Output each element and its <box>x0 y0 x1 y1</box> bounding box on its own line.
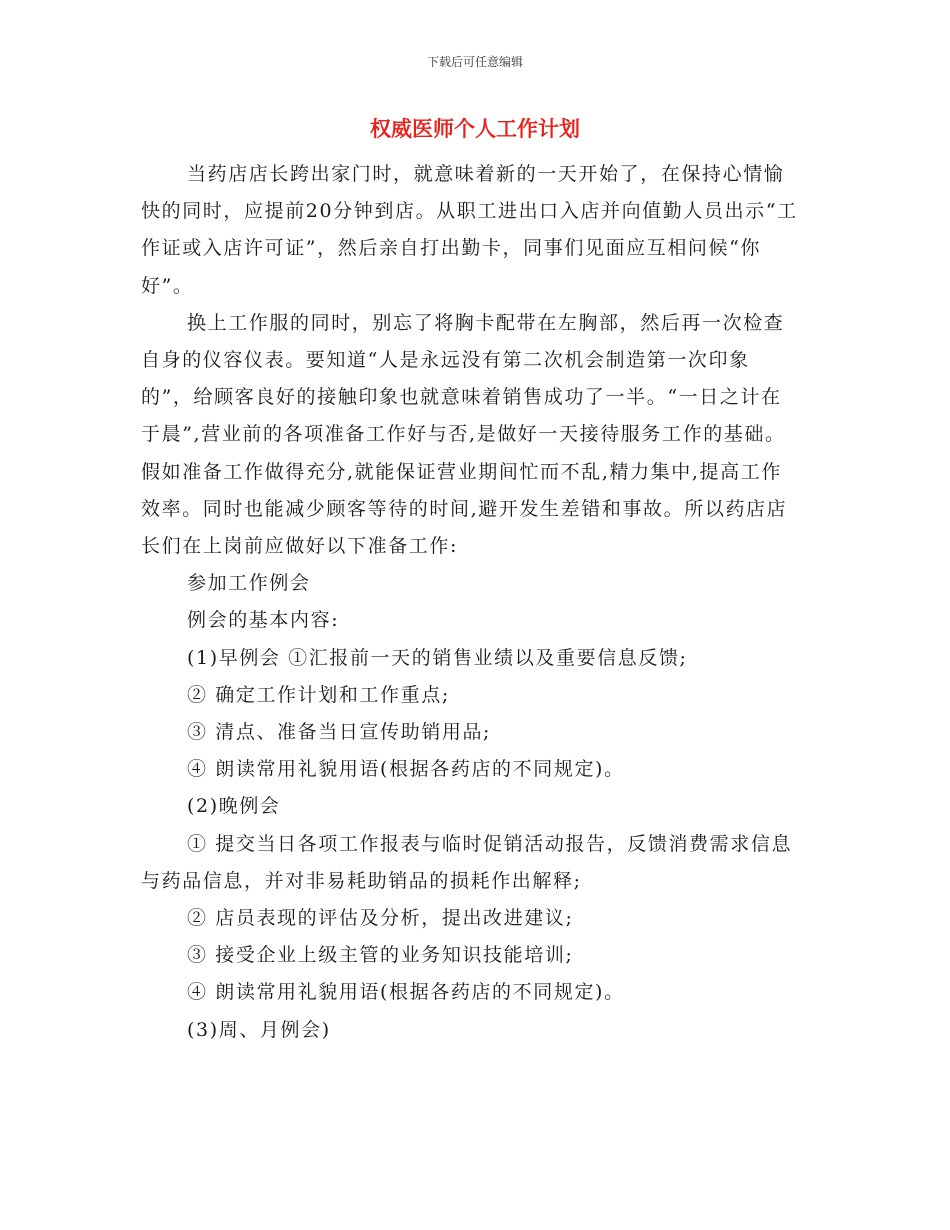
list-item: (3)周、月例会) <box>187 1018 331 1041</box>
list-item: (1)早例会 ①汇报前一天的销售业绩以及重要信息反馈; <box>187 646 688 669</box>
paragraph: 参加工作例会 <box>187 572 311 595</box>
list-item: ③ 清点、准备当日宣传助销用品; <box>187 721 492 744</box>
list-item: ④ 朗读常用礼貌用语(根据各药店的不同规定)。 <box>187 758 625 781</box>
list-item: ④ 朗读常用礼貌用语(根据各药店的不同规定)。 <box>187 981 625 1004</box>
list-item: ① 提交当日各项工作报表与临时促销活动报告，反馈消费需求信息与药品信息，并对非易耗助销品的损耗作出解释; <box>141 832 793 892</box>
list-item: (2)晚例会 <box>187 795 281 818</box>
header-note: 下载后可任意编辑 <box>426 55 523 69</box>
list-item: ② 店员表现的评估及分析，提出改进建议; <box>187 907 574 930</box>
list-item: ③ 接受企业上级主管的业务知识技能培训; <box>187 944 574 967</box>
paragraph: 例会的基本内容: <box>187 609 340 632</box>
paragraph: 当药店店长跨出家门时，就意味着新的一天开始了，在保持心情愉快的同时，应提前20分钟到店。从职工进出口入店并向值勤人员出示“工作证或入店许可证”，然后亲自打出勤卡，同事们见面应互相问候“你好”。 <box>141 163 798 297</box>
document-title: 权威医师个人工作计划 <box>370 117 580 141</box>
list-item: ② 确定工作计划和工作重点; <box>187 683 450 706</box>
document-body <box>141 156 801 1049</box>
paragraph: 换上工作服的同时，别忘了将胸卡配带在左胸部，然后再一次检查自身的仪容仪表。要知道“人是永远没有第二次机会制造第一次印象的”，给顾客良好的接触印象也就意味着销售成功了一半。“一日之计在于晨”,营业前的各项准备工作好与否,是做好一天接待服务工作的基础。假如准备工作做得充分,就能保证营业期间忙而不乱,精力集中,提高工作效率。同时也能减少顾客等待的时间,避开发生差错和事故。所以药店店长们在上岗前应做好以下准备工作: <box>141 311 788 558</box>
